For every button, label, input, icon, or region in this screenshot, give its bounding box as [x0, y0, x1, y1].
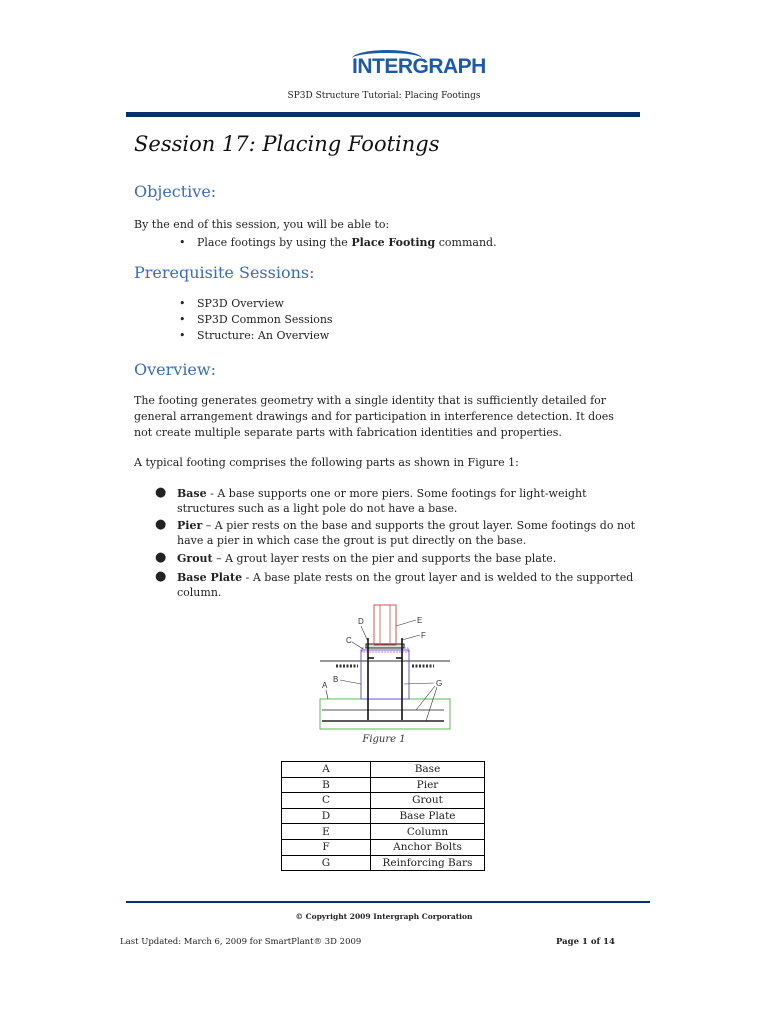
copyright-notice: © Copyright 2009 Intergraph Corporation	[295, 912, 473, 921]
label-e: E	[417, 616, 423, 625]
leader-a	[326, 690, 328, 699]
legend-value: Base Plate	[371, 808, 485, 824]
legend-value: Pier	[371, 777, 485, 793]
bullet-icon: ●	[155, 485, 167, 500]
leader-c	[352, 642, 363, 649]
page-number: Page 1 of 14	[556, 937, 615, 947]
part-description: A base plate rests on the grout layer and is welded to the supported column.	[177, 571, 634, 599]
prerequisite-label: SP3D Overview	[197, 297, 284, 310]
part-name: Grout	[177, 552, 213, 565]
typical-footing-intro: A typical footing comprises the following parts as shown in Figure 1:	[134, 456, 519, 469]
table-row	[282, 824, 485, 840]
bullet-icon: •	[179, 313, 186, 326]
parts-legend-table	[281, 761, 485, 871]
part-description: A base supports one or more piers. Some footings for light-weight structures such as a light pole do not have a base.	[177, 487, 587, 515]
leader-g	[426, 687, 437, 721]
footing-diagram	[316, 600, 456, 732]
prerequisite-heading: Prerequisite Sessions:	[134, 263, 315, 282]
bullet-icon: •	[179, 329, 186, 342]
overview-heading: Overview:	[134, 360, 216, 379]
part-sep: -	[242, 571, 253, 584]
prerequisite-item	[179, 312, 333, 328]
prerequisite-item	[179, 328, 330, 344]
table-row	[282, 777, 485, 793]
part-sep: –	[202, 519, 215, 532]
legend-key: C	[282, 793, 371, 809]
label-f: F	[421, 631, 426, 640]
bullet-icon: ●	[155, 550, 167, 565]
part-name: Base	[177, 487, 207, 500]
label-d: D	[358, 617, 364, 626]
prerequisite-label: Structure: An Overview	[197, 329, 330, 342]
bullet-icon: ●	[155, 517, 167, 532]
leader-d	[361, 626, 369, 644]
objective-heading: Objective:	[134, 182, 217, 201]
objective-intro: By the end of this session, you will be able to:	[134, 218, 390, 231]
header-divider	[126, 112, 640, 117]
prerequisite-item	[179, 296, 284, 312]
bullet-icon: •	[179, 236, 186, 249]
base-outline	[320, 699, 450, 729]
overview-paragraph: The footing generates geometry with a single identity that is sufficiently detailed for general arrangement drawings and for participation in interference detection. It does not create multiple separate parts with fabrication identities and properties.	[134, 394, 614, 439]
part-name: Pier	[177, 519, 203, 532]
label-c: C	[346, 636, 352, 645]
legend-key: F	[282, 839, 371, 855]
part-description: A grout layer rests on the pier and supports the base plate.	[225, 552, 557, 565]
legend-value: Reinforcing Bars	[371, 855, 485, 871]
label-a: A	[322, 681, 328, 690]
column-outline	[374, 605, 396, 645]
legend-value: Grout	[371, 793, 485, 809]
last-updated: Last Updated: March 6, 2009 for SmartPlant® 3D 2009	[120, 937, 362, 947]
session-title: Session 17: Placing Footings	[134, 132, 440, 156]
label-g: G	[436, 679, 443, 688]
part-sep: –	[212, 552, 226, 565]
table-row	[282, 839, 485, 855]
leader-f	[402, 635, 420, 640]
legend-key: E	[282, 824, 371, 840]
bullet-icon: •	[179, 297, 186, 310]
table-row	[282, 808, 485, 824]
leader-e	[396, 620, 416, 626]
part-item-base	[155, 485, 637, 516]
figure-caption: Figure 1	[362, 734, 406, 745]
table-row	[282, 762, 485, 778]
objective-command: Place Footing	[351, 236, 436, 249]
legend-key: D	[282, 808, 371, 824]
label-b: B	[333, 675, 339, 684]
legend-key: B	[282, 777, 371, 793]
bullet-icon: ●	[155, 569, 167, 584]
leader-b	[340, 680, 361, 684]
part-description: A pier rests on the base and supports the grout layer. Some footings do not have a pier in which case the grout is put directly on the base.	[177, 519, 636, 547]
leader-g	[416, 686, 435, 710]
part-sep: -	[206, 487, 218, 500]
intergraph-logo: INTERGRAPH	[352, 55, 486, 78]
table-row	[282, 855, 485, 871]
part-item-grout	[155, 550, 637, 566]
part-item-pier	[155, 517, 637, 548]
legend-key: A	[282, 762, 371, 778]
legend-value: Base	[371, 762, 485, 778]
objective-text-post: command.	[435, 236, 497, 249]
objective-text-pre: Place footings by using the	[197, 236, 352, 249]
table-row	[282, 793, 485, 809]
part-item-base-plate	[155, 569, 637, 600]
part-name: Base Plate	[177, 571, 243, 584]
legend-key: G	[282, 855, 371, 871]
objective-bullet	[179, 235, 497, 251]
legend-value: Column	[371, 824, 485, 840]
footer-divider	[126, 901, 650, 903]
header-title: SP3D Structure Tutorial: Placing Footings	[287, 91, 481, 101]
legend-value: Anchor Bolts	[371, 839, 485, 855]
prerequisite-label: SP3D Common Sessions	[197, 313, 333, 326]
